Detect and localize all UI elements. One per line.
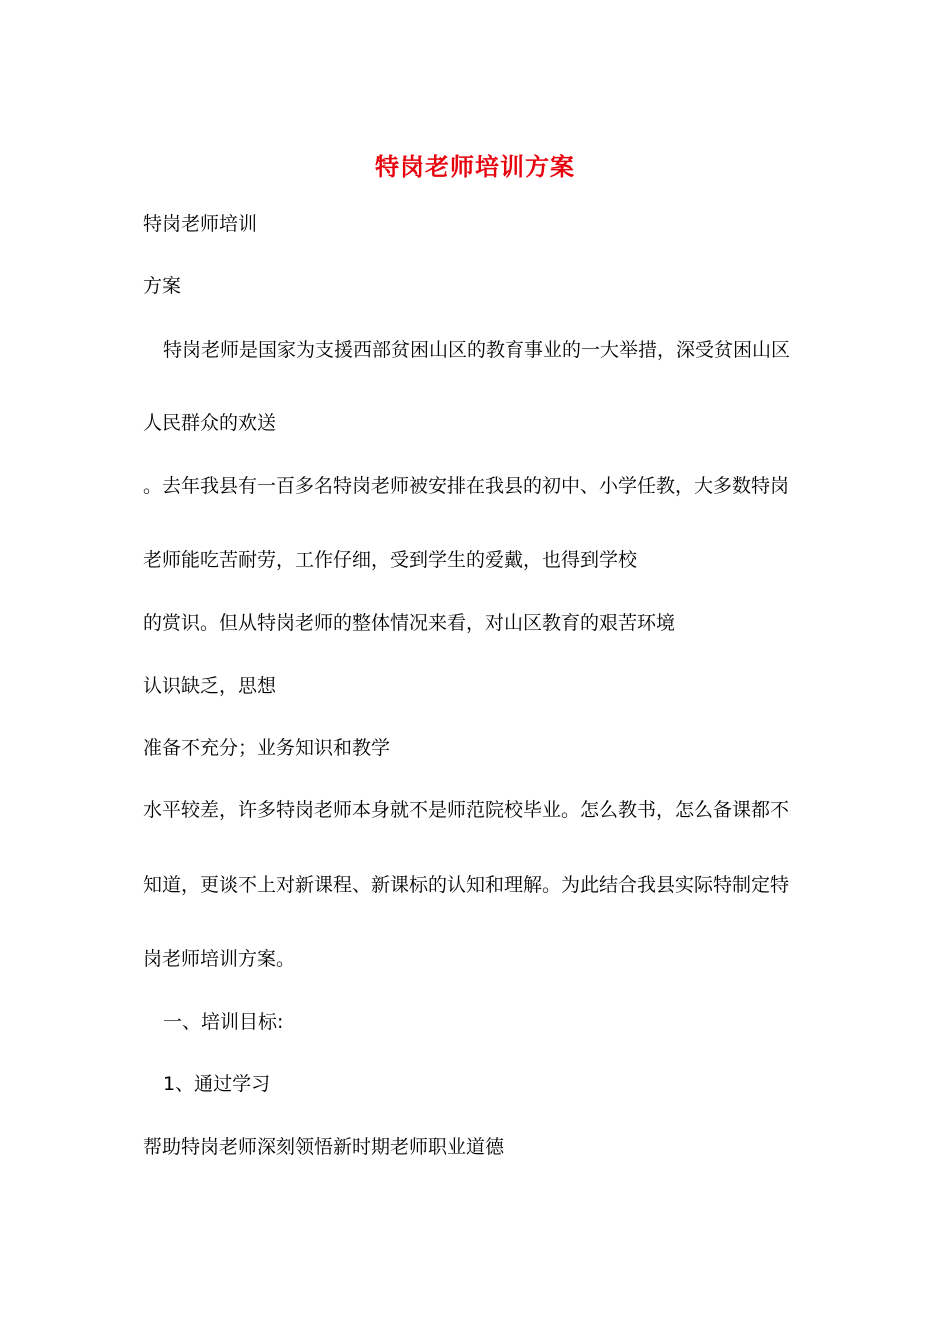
text-line: 老师能吃苦耐劳，工作仔细，受到学生的爱戴，也得到学校	[143, 549, 638, 571]
text-line: 。去年我县有一百多名特岗老师被安排在我县的初中、小学任教，大多数特岗	[143, 475, 790, 497]
text-line: 一、培训目标:	[163, 1011, 284, 1033]
text-line: 帮助特岗老师深刻领悟新时期老师职业道德	[143, 1136, 505, 1158]
text-line: 1、通过学习	[163, 1073, 271, 1095]
text-line: 岗老师培训方案。	[143, 948, 296, 970]
text-line: 特岗老师培训	[143, 213, 258, 235]
text-line: 认识缺乏，思想	[143, 675, 277, 697]
text-line: 特岗老师是国家为支援西部贫困山区的教育事业的一大举措，深受贫困山区	[163, 339, 791, 361]
text-line: 知道，更谈不上对新课程、新课标的认知和理解。为此结合我县实际特制定特	[143, 874, 790, 896]
text-line: 水平较差，许多特岗老师本身就不是师范院校毕业。怎么教书，怎么备课都不	[143, 799, 790, 821]
text-line: 方案	[143, 275, 182, 297]
text-line: 人民群众的欢送	[143, 412, 277, 434]
document-title: 特岗老师培训方案	[375, 152, 575, 181]
text-line: 的赏识。但从特岗老师的整体情况来看，对山区教育的艰苦环境	[143, 612, 676, 634]
text-line: 准备不充分；业务知识和教学	[143, 737, 391, 759]
